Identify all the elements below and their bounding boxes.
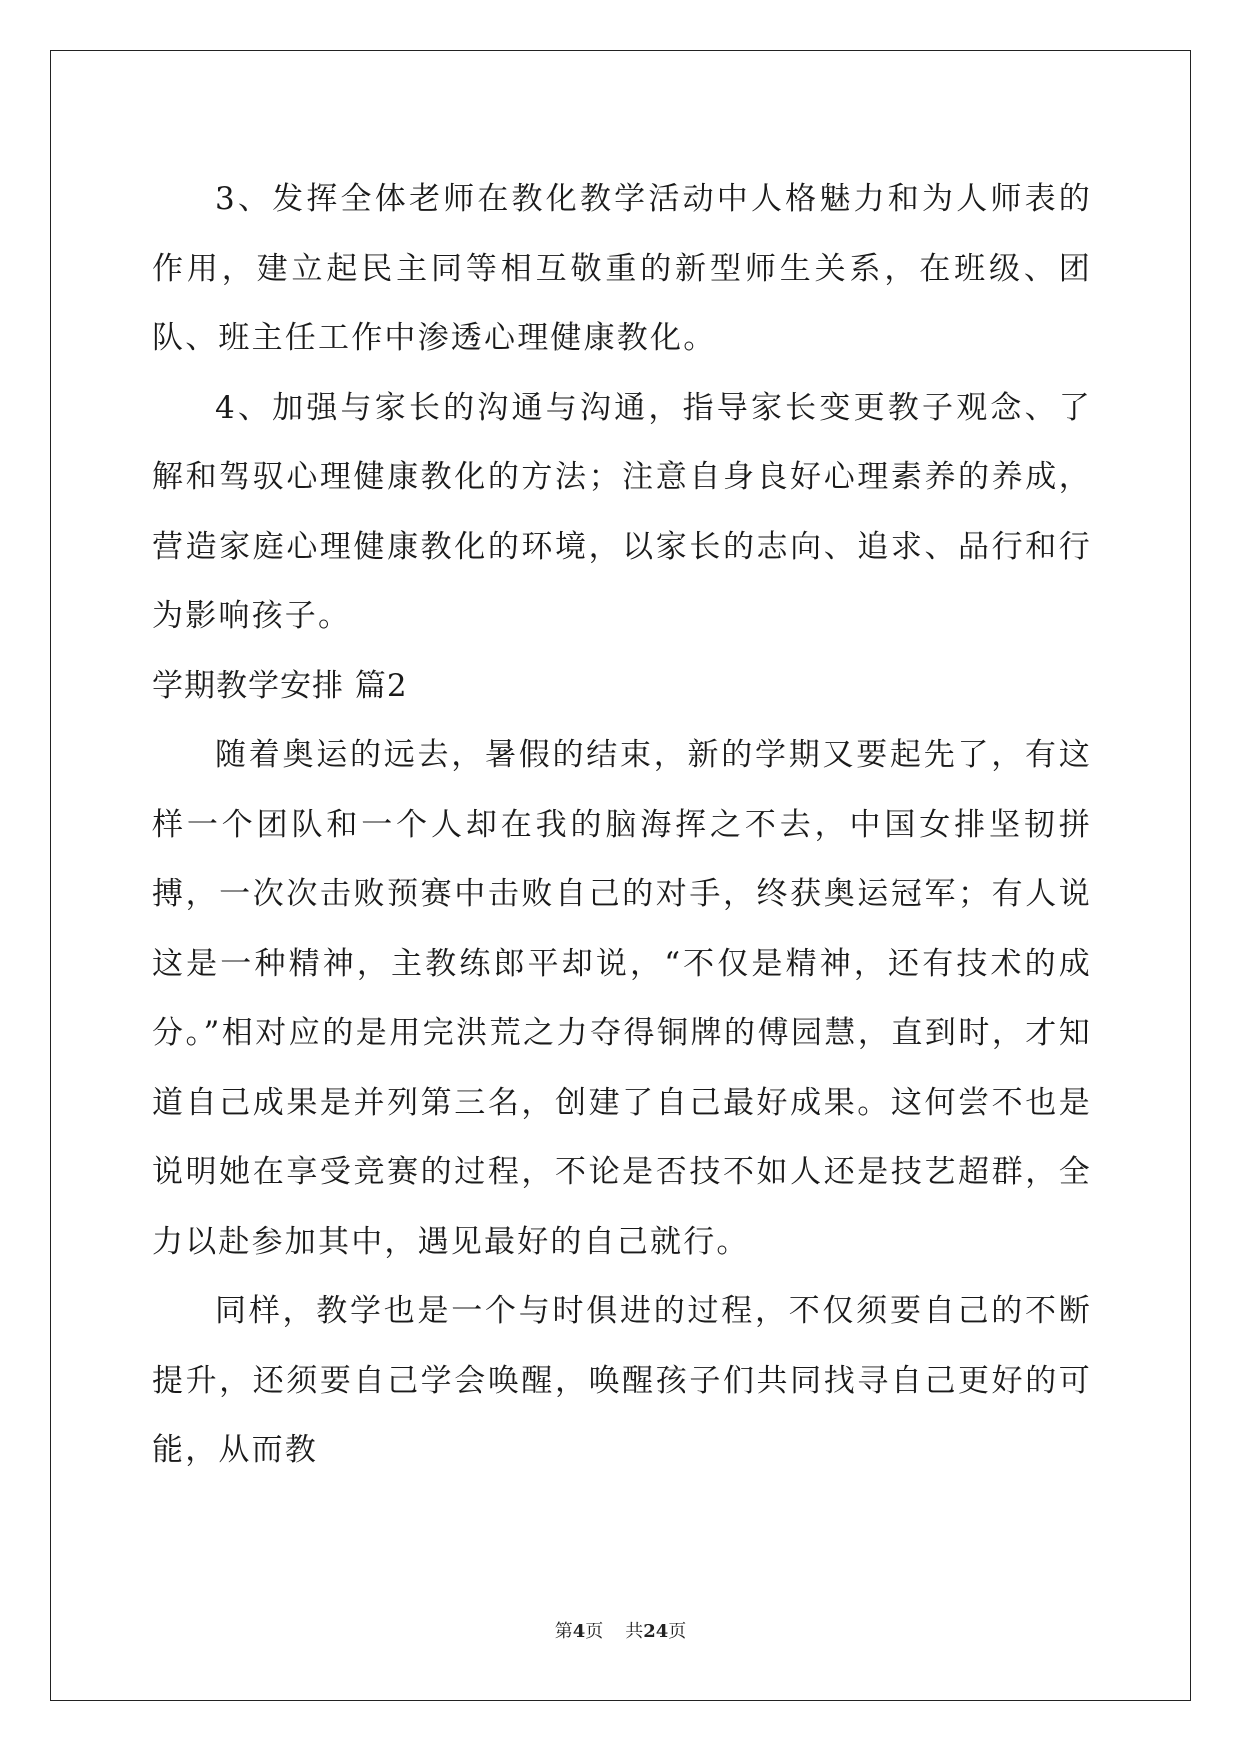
footer-total-suffix: 页 bbox=[668, 1621, 687, 1642]
document-body bbox=[152, 165, 1092, 1486]
footer-page-prefix: 第 bbox=[554, 1621, 573, 1642]
paragraph-item-3: 3、发挥全体老师在教化教学活动中人格魅力和为人师表的作用，建立起民主同等相互敬重的新型师生关系，在班级、团队、班主任工作中渗透心理健康教化。 bbox=[152, 181, 1092, 356]
footer-page-number: 4 bbox=[572, 1621, 586, 1642]
section-heading: 学期教学安排 篇2 bbox=[152, 667, 408, 704]
paragraph-teaching: 同样，教学也是一个与时俱进的过程，不仅须要自己的不断提升，还须要自己学会唤醒，唤醒孩子们共同找寻自己更好的可能，从而教 bbox=[152, 1293, 1092, 1468]
footer-total-prefix: 共 bbox=[625, 1621, 644, 1642]
page-footer bbox=[0, 1617, 1241, 1643]
footer-page-suffix: 页 bbox=[585, 1621, 604, 1642]
paragraph-olympics: 随着奥运的远去，暑假的结束，新的学期又要起先了，有这样一个团队和一个人却在我的脑海挥之不去，中国女排坚韧拼搏，一次次击败预赛中击败自己的对手，终获奥运冠军；有人说这是一种精神，主教练郎平却说，“不仅是精神，还有技术的成分。”相对应的是用完洪荒之力夺得铜牌的傅园慧，直到时，才知道自己成果是并列第三名，创建了自己最好成果。这何尝不也是说明她在享受竞赛的过程，不论是否技不如人还是技艺超群，全力以赴参加其中，遇见最好的自己就行。 bbox=[152, 737, 1092, 1260]
paragraph-item-4: 4、加强与家长的沟通与沟通，指导家长变更教子观念、了解和驾驭心理健康教化的方法；注意自身良好心理素养的养成，营造家庭心理健康教化的环境，以家长的志向、追求、品行和行为影响孩子。 bbox=[152, 389, 1092, 634]
footer-total-pages: 24 bbox=[643, 1621, 669, 1642]
